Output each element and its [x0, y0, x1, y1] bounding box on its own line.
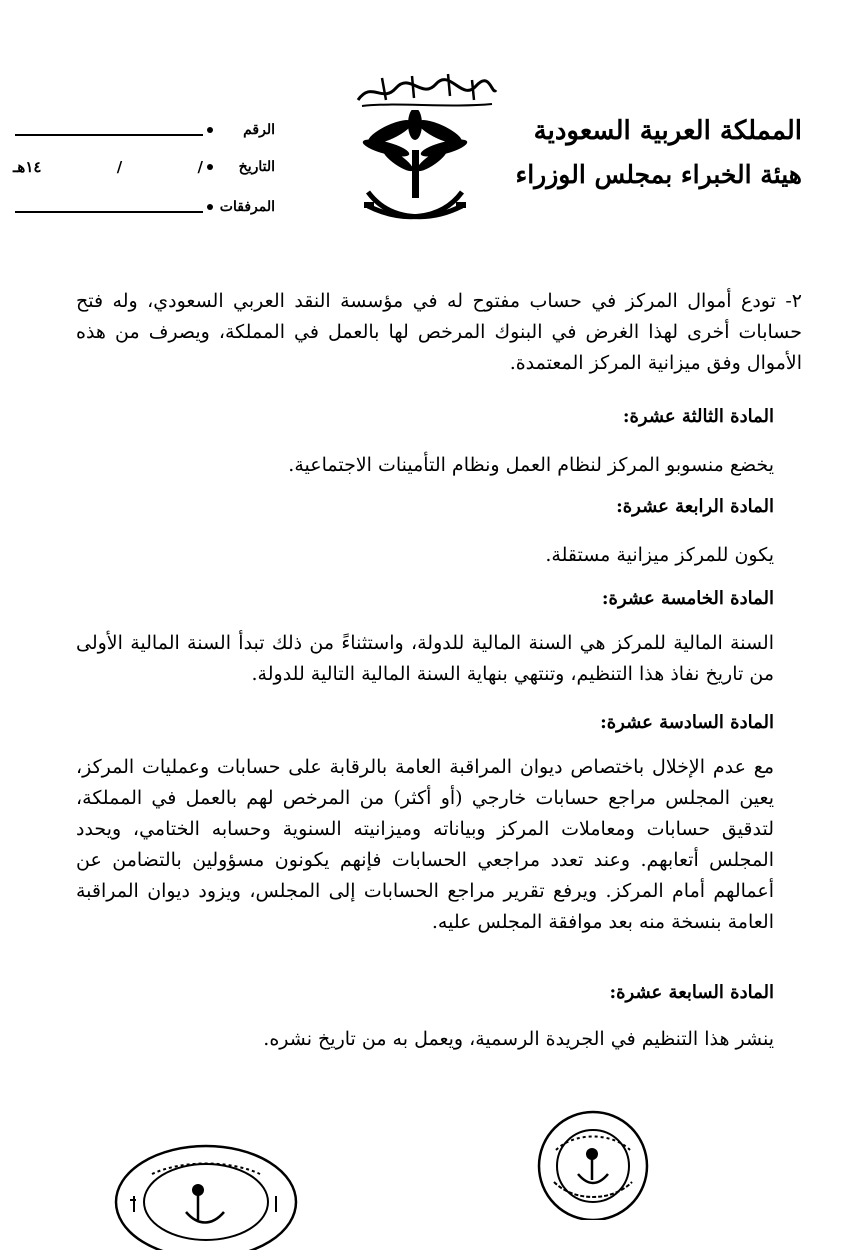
item-2-paragraph: ٢- تودع أموال المركز في حساب مفتوح له في مؤسسة النقد العربي السعودي، وله فتح حسابات أخرى لهذا الغرض في البنوك المرخص لها بالعمل في المملكة، ويصرف من هذه الأموال وفق ميزانية المركز المعتمدة. — [76, 290, 802, 374]
field-dot — [207, 204, 213, 210]
article-16-text: مع عدم الإخلال باختصاص ديوان المراقبة العامة بالرقابة على حسابات وعمليات المركز، يعين المجلس مراجع حسابات خارجي (أو أكثر) من المرخص لهم بالعمل في المملكة، لتدقيق حسابات ومعاملات المركز وبياناته وميزانيته السنوية وحسابه الختامي، ويحدد المجلس أتعابهم. وعند تعدد مراجعي الحسابات فإنهم يكونون مسؤولين بالتضامن عن أعمالهم أمام المركز. ويرفع تقرير مراجع الحسابات إلى المجلس، ويزود ديوان المراقبة العامة بنسخة منه بعد موافقة المجلس عليه. — [76, 756, 774, 933]
article-14-heading: المادة الرابعة عشرة: — [616, 496, 774, 517]
field-dot — [207, 127, 213, 133]
palm-and-swords-emblem-icon — [360, 110, 470, 234]
date-year: ١٤هـ — [13, 158, 42, 176]
council-title: هيئة الخبراء بمجلس الوزراء — [515, 160, 802, 189]
kingdom-title: المملكة العربية السعودية — [533, 116, 802, 146]
article-15-text: السنة المالية للمركز هي السنة المالية للدولة، واستثناءً من ذلك تبدأ السنة المالية الأولى من تاريخ نفاذ هذا التنظيم، وتنتهي بنهاية السنة المالية التالية للدولة. — [76, 632, 774, 685]
article-17-heading: المادة السابعة عشرة: — [609, 982, 774, 1003]
date-field-row — [7, 156, 275, 178]
attachments-label: المرفقات — [219, 199, 275, 215]
article-13-text: يخضع منسوبو المركز لنظام العمل ونظام التأمينات الاجتماعية. — [288, 454, 774, 476]
attachments-line — [15, 201, 203, 213]
date-label: التاريخ — [238, 159, 275, 175]
date-slash: / — [116, 158, 123, 176]
number-field-row — [15, 119, 275, 141]
official-seal-icon — [112, 1140, 300, 1250]
attachments-field-row — [15, 196, 275, 218]
date-value — [7, 156, 203, 178]
article-14-text: يكون للمركز ميزانية مستقلة. — [545, 544, 774, 566]
article-17-text: ينشر هذا التنظيم في الجريدة الرسمية، ويعمل به من تاريخ نشره. — [263, 1028, 774, 1050]
basmala-calligraphy-icon — [352, 70, 500, 110]
date-slash: / — [197, 158, 203, 176]
article-15-heading: المادة الخامسة عشرة: — [601, 588, 774, 609]
number-line — [15, 124, 203, 136]
number-label: الرقم — [243, 122, 275, 138]
article-13-heading: المادة الثالثة عشرة: — [622, 406, 774, 427]
field-dot — [207, 164, 213, 170]
article-16-heading: المادة السادسة عشرة: — [600, 712, 774, 733]
official-seal-icon — [534, 1110, 652, 1220]
